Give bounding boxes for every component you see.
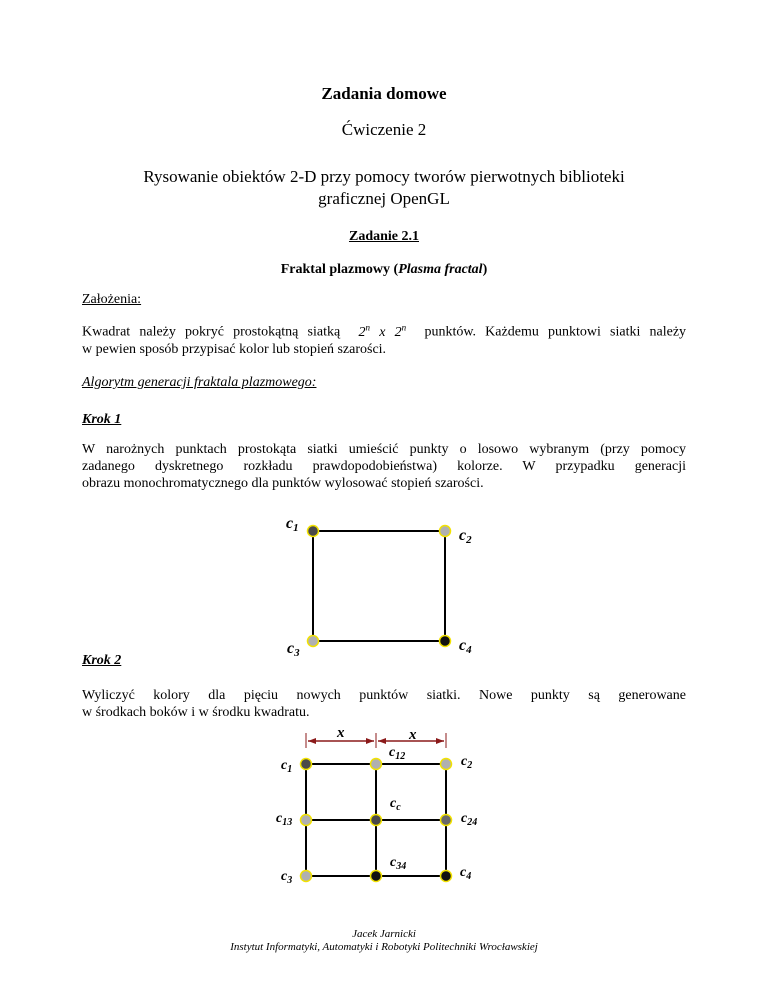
label-c13: $c_{13}$ — [276, 811, 293, 828]
label-c1: $c_1$ — [281, 758, 293, 775]
label-c4: $c_4$ — [460, 865, 472, 882]
label-c4: c4 — [459, 637, 472, 656]
grid-line-1: Kwadrat należy pokryć prostokątną siatką 2$^n$ x 2$^n$ punktów. Każdemu punktowi siatki należy — [82, 322, 687, 340]
point-c3 — [301, 871, 312, 882]
step2-line-1: Wyliczyć kolory dla pięciu nowych punktów siatki. Nowe punkty są generowane — [82, 688, 686, 703]
step1-line-1: W narożnych punktach prostokąta siatki umieścić punkty o losowo wybranym (przy pomocy — [82, 442, 686, 457]
label-c2: $c_2$ — [461, 754, 473, 771]
footer-author: Jacek Jarnicki — [352, 928, 416, 940]
arrowhead — [436, 738, 444, 744]
point-c4 — [440, 636, 451, 647]
point-c13 — [301, 815, 312, 826]
label-c3: c3 — [287, 640, 300, 659]
label-c12: $c_{12}$ — [389, 745, 406, 762]
label-x-right: x — [409, 727, 417, 743]
figure-subdivided-grid — [0, 724, 768, 890]
label-cc: $c_c$ — [390, 796, 401, 813]
grid-paragraph — [82, 319, 686, 358]
point-c3 — [308, 636, 319, 647]
step2-line-2: w środkach boków i w środku kwadratu. — [82, 705, 310, 720]
point-c2 — [440, 526, 451, 537]
main-title: Zadania domowe — [321, 84, 447, 103]
label-c24: $c_{24}$ — [461, 811, 478, 828]
label-x-left: x — [337, 725, 345, 741]
point-c4 — [441, 871, 452, 882]
label-c3: $c_3$ — [281, 869, 293, 886]
point-c24 — [441, 815, 452, 826]
fractal-heading: Fraktal plazmowy (Plasma fractal) — [280, 262, 488, 277]
point-cc — [371, 815, 382, 826]
step1-paragraph — [82, 441, 686, 492]
task-heading: Zadanie 2.1 — [348, 229, 419, 244]
point-c1 — [301, 759, 312, 770]
grid-line-2: w pewien sposób przypisać kolor lub stopień szarości. — [82, 341, 387, 357]
step2-label: Krok 2 — [82, 653, 122, 668]
label-c2: c2 — [459, 527, 472, 546]
arrowhead — [378, 738, 386, 744]
topic-title-line-1: Rysowanie obiektów 2-D przy pomocy tworów pierwotnych biblioteki — [143, 167, 625, 186]
point-c12 — [371, 759, 382, 770]
arrowhead — [366, 738, 374, 744]
footer-institute: Instytut Informatyki, Automatyki i Robotyki Politechniki Wrocławskiej — [230, 941, 538, 953]
point-c2 — [441, 759, 452, 770]
grid-square — [313, 531, 445, 641]
step1-label: Krok 1 — [82, 412, 122, 427]
step1-line-2: zadanego dyskretnego rozkładu prawdopodobieństwa) kolorze. W przypadku generacji — [82, 459, 686, 474]
topic-title-line-2: graficznej OpenGL — [318, 189, 450, 208]
assumptions-label: Założenia: — [82, 292, 142, 307]
exercise-title: Ćwiczenie 2 — [341, 120, 427, 139]
label-c1: c1 — [286, 515, 299, 534]
point-c34 — [371, 871, 382, 882]
step2-paragraph — [82, 687, 686, 721]
algorithm-label: Algorytm generacji fraktala plazmowego: — [82, 375, 317, 390]
arrowhead — [308, 738, 316, 744]
point-c1 — [308, 526, 319, 537]
step1-line-3: obrazu monochromatycznego dla punktów wylosować stopień szarości. — [82, 476, 484, 491]
label-c34: $c_{34}$ — [390, 855, 407, 872]
